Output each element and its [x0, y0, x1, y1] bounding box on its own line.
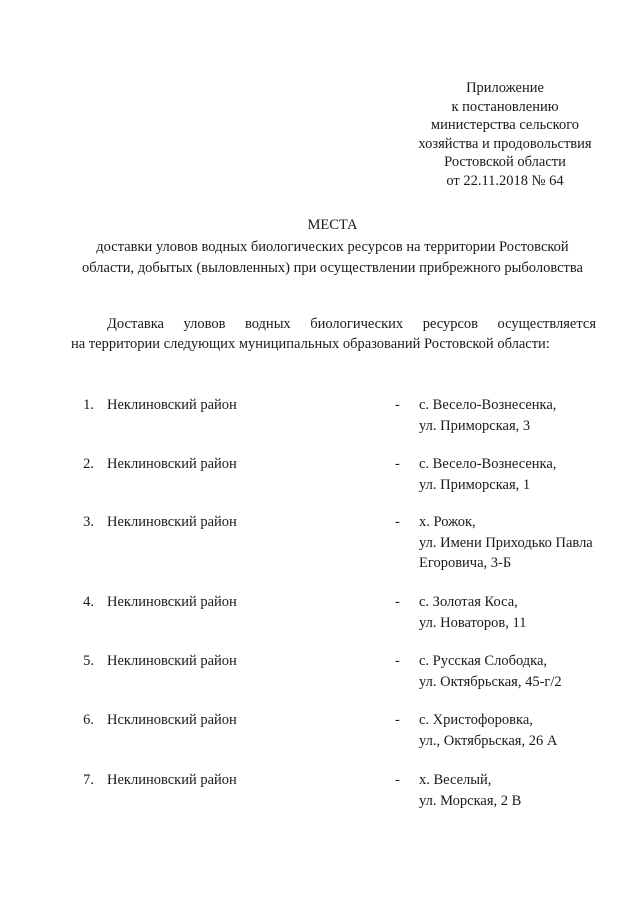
item-number: 3.: [83, 514, 94, 530]
address-line: ул. Имени Приходько Павла: [419, 534, 593, 551]
item-address: [419, 710, 619, 751]
item-district: Нсклиновский район: [107, 712, 237, 728]
intro-line2: на территории следующих муниципальных образований Ростовской области:: [71, 336, 550, 352]
item-district: Неклиновский район: [107, 772, 237, 788]
intro-line1: Доставка уловов водных биологических ресурсов осуществляется: [107, 316, 596, 332]
item-address: [419, 770, 619, 811]
item-address: [419, 592, 619, 633]
item-number: 1.: [83, 397, 94, 413]
item-address: [419, 454, 619, 495]
item-district: Неклиновский район: [107, 456, 237, 472]
item-district: Неклиновский район: [107, 397, 237, 413]
address-line: с. Весело-Вознесенка,: [419, 397, 557, 413]
address-line: х. Веселый,: [419, 772, 492, 788]
item-address: [419, 395, 619, 436]
address-line: ул. Приморская, 1: [419, 476, 531, 493]
address-line: с. Золотая Коса,: [419, 594, 518, 610]
address-line: х. Рожок,: [419, 514, 476, 530]
item-number: 7.: [83, 772, 94, 788]
address-line: ул. Приморская, 3: [419, 417, 531, 434]
appendix-label: Приложение: [466, 80, 544, 96]
title-heading: МЕСТА: [307, 217, 358, 233]
item-dash: -: [395, 653, 400, 669]
item-district: Неклиновский район: [107, 653, 237, 669]
ministry-line1: министерства сельского: [430, 117, 580, 133]
address-line: с. Весело-Вознесенка,: [419, 456, 557, 472]
address-line: ул. Новаторов, 11: [419, 614, 527, 631]
title-subtitle-line1: доставки уловов водных биологических ресурсов на территории Ростовской: [96, 238, 569, 255]
resolution-date: от 22.11.2018 № 64: [446, 172, 564, 189]
address-line: с. Русская Слободка,: [419, 653, 548, 669]
item-address: [419, 651, 619, 692]
item-district: Неклиновский район: [107, 594, 237, 610]
title-subtitle-line2: области, добытых (выловленных) при осуществлении прибрежного рыболовства: [82, 260, 583, 276]
ministry-line2: хозяйства и продовольствия: [418, 135, 592, 152]
address-line: ул. Октябрьская, 45-г/2: [419, 673, 562, 690]
item-dash: -: [395, 594, 400, 610]
address-line: ул. Морская, 2 В: [419, 792, 522, 809]
item-dash: -: [395, 456, 400, 472]
address-line: Егоровича, 3-Б: [419, 555, 512, 571]
item-number: 2.: [83, 456, 94, 472]
item-dash: -: [395, 397, 400, 413]
item-number: 5.: [83, 653, 94, 669]
address-line: с. Христофоровка,: [419, 712, 533, 728]
item-dash: -: [395, 514, 400, 530]
resolution-label: к постановлению: [451, 98, 559, 115]
item-number: 4.: [83, 594, 94, 610]
region-line: Ростовской области: [444, 154, 566, 170]
item-address: [419, 512, 619, 574]
item-district: Неклиновский район: [107, 514, 237, 530]
item-number: 6.: [83, 712, 94, 728]
item-dash: -: [395, 712, 400, 728]
address-line: ул., Октябрьская, 26 А: [419, 732, 558, 749]
item-dash: -: [395, 772, 400, 788]
